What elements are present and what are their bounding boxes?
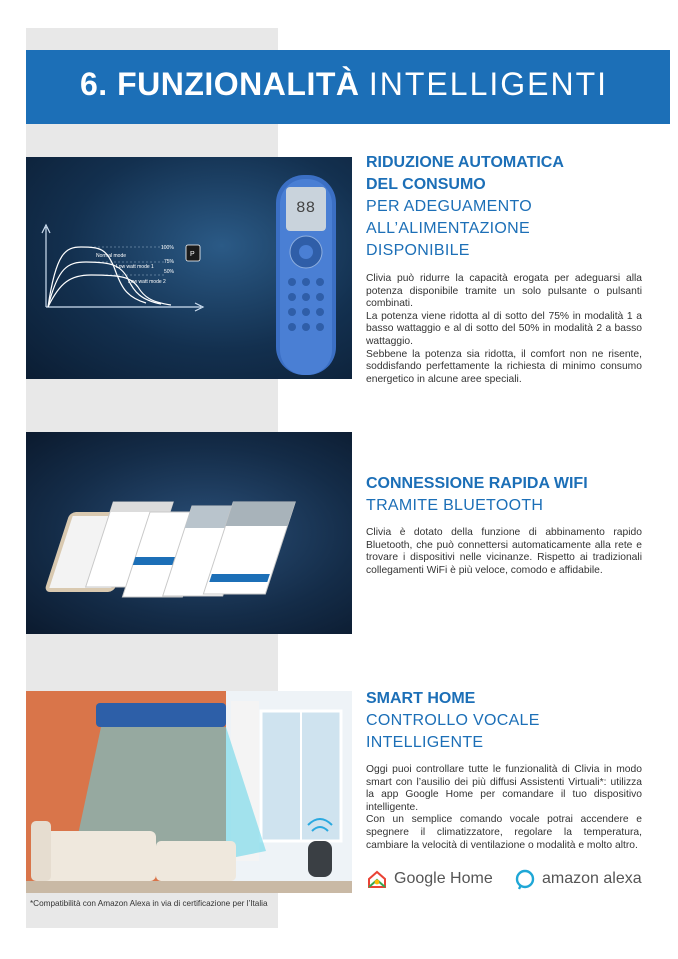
section1-title-bold-2: DEL CONSUMO: [366, 176, 486, 193]
section1-paragraph-1: Clivia può ridurre la capacità erogata per adeguarsi alla potenza disponibile tramite un solo pulsante o pulsanti combinati.: [366, 273, 642, 310]
section2-title: [366, 473, 588, 517]
section1-paragraph-3: Sebbene la potenza sia ridotta, il comfort non ne risente, soddisfando perfettamente la richiesta di minimo consumo energetico in alcune aree speciali.: [366, 348, 642, 385]
amazon-alexa-text: amazon alexa: [542, 870, 642, 887]
smartphone-illustration: [26, 432, 352, 634]
title-light: INTELLIGENTI: [368, 66, 609, 102]
section2-title-bold: CONNESSIONE RAPIDA WIFI: [366, 475, 588, 492]
power-graph-illustration: [26, 157, 352, 379]
section1-body: [366, 273, 642, 386]
google-home-logo-icon: [366, 868, 388, 890]
page-title: [80, 66, 608, 103]
remote-control-image: [276, 175, 336, 375]
section3-title-light-2: INTELLIGENTE: [366, 734, 484, 751]
section1-title-bold-1: RIDUZIONE AUTOMATICA: [366, 154, 564, 171]
section2-body: [366, 527, 642, 577]
section2-title-light: TRAMITE BLUETOOTH: [366, 497, 544, 514]
svg-text:P: P: [190, 251, 195, 258]
logos-row: [366, 868, 656, 894]
label-low-watt-1: Low watt mode 1: [116, 264, 154, 270]
power-reduction-image: [26, 157, 352, 379]
section3-body: [366, 764, 642, 852]
section1-title-light-1: PER ADEGUAMENTO: [366, 198, 533, 215]
footnote: *Compatibilità con Amazon Alexa in via di certificazione per l’Italia: [30, 899, 268, 908]
label-low-watt-2: Low watt mode 2: [128, 279, 166, 285]
section2-paragraph: Clivia è dotato della funzione di abbinamento rapido Bluetooth, che può connettersi automaticamente alla rete e trovare i dispositivi nelle vicinanze. Rispetto ai tradizionali collegamenti WiFi è più veloce, comodo e affidabile.: [366, 527, 642, 576]
section3-title: [366, 688, 540, 754]
amazon-alexa-logo-icon: [514, 868, 536, 890]
label-50: 50%: [164, 269, 175, 275]
google-home-logo: [366, 868, 493, 890]
remote-display: 88: [296, 199, 316, 217]
smart-speaker-icon: [308, 841, 332, 877]
label-75: 75%: [164, 259, 175, 265]
section1-title-light-2: ALL’ALIMENTAZIONE: [366, 220, 530, 237]
section1-title: [366, 152, 564, 262]
section1-paragraph-2: La potenza viene ridotta al di sotto del 75% in modalità 1 a basso wattaggio e al di sotto del 50% in modalità 2 a basso wattaggio.: [366, 310, 642, 347]
google-home-text: Google Home: [394, 870, 493, 887]
section3-paragraph-2: Con un semplice comando vocale potrai accendere e spegnere il climatizzatore, regolare la temperatura, cambiare la velocità di ventilazione o modalità e molto altro.: [366, 814, 642, 851]
section3-title-bold: SMART HOME: [366, 690, 476, 707]
section3-title-light-1: CONTROLLO VOCALE: [366, 712, 540, 729]
air-conditioner-image: [96, 703, 226, 727]
label-100: 100%: [161, 245, 174, 251]
title-number-bold: 6. FUNZIONALITÀ: [80, 66, 360, 102]
section3-paragraph-1: Oggi puoi controllare tutte le funzionalità di Clivia in modo smart con l’ausilio dei più diffusi Assistenti Virtuali*: utilizza la app Google Home per comandare il tuo dispositivo intelligente.: [366, 764, 642, 813]
label-normal-mode: Normal mode: [96, 253, 127, 259]
living-room-image: [26, 691, 352, 893]
amazon-alexa-logo: [514, 868, 642, 890]
living-room-illustration: [26, 691, 352, 893]
section1-title-light-3: DISPONIBILE: [366, 242, 470, 259]
smartphone-app-image: [26, 432, 352, 634]
